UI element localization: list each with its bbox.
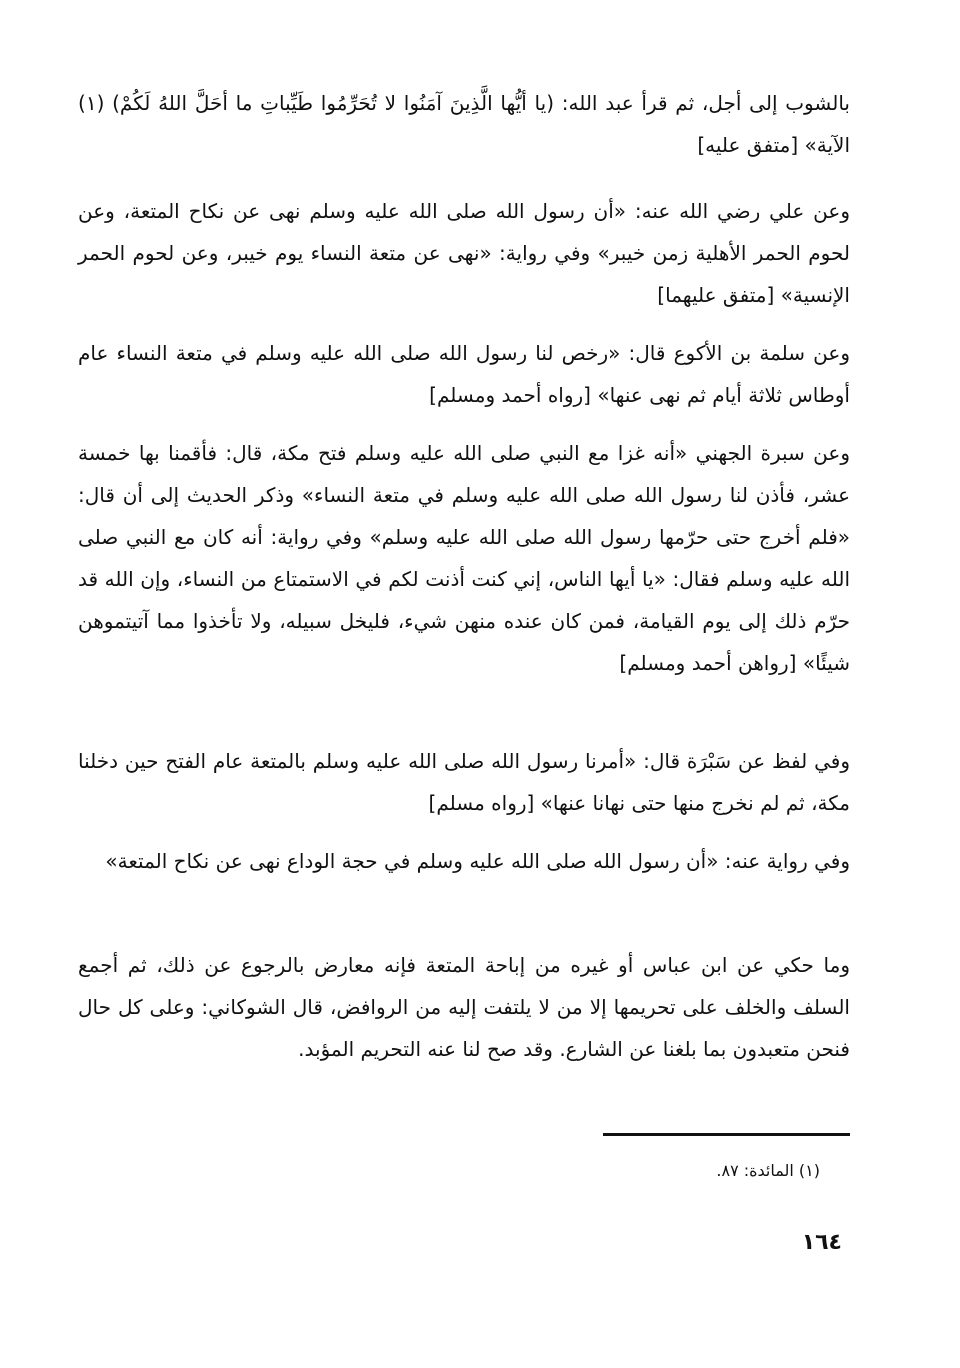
paragraph-conclusion: وما حكي عن ابن عباس أو غيره من إباحة المتعة فإنه معارض بالرجوع عن ذلك، ثم أجمع السلف والخلف على تحريمها إلا من لا يلتفت إليه من الروافض، قال الشوكاني: وعلى كل حال فنحن متعبدون بما بلغنا عن الشارع. وقد صح لنا عنه التحريم المؤبد. xyxy=(78,953,850,1061)
paragraph-sabra-variant: وفي لفظ عن سَبْرَة قال: «أمرنا رسول الله صلى الله عليه وسلم بالمتعة عام الفتح حين دخلنا مكة، ثم لم نخرج منها حتى نهانا عنها» [رواه مسلم] xyxy=(78,749,850,815)
paragraph-farewell-hajj: وفي رواية عنه: «أن رسول الله صلى الله عليه وسلم في حجة الوداع نهى عن نكاح المتعة» xyxy=(105,849,850,873)
paragraph-sabra-hadith: وعن سبرة الجهني «أنه غزا مع النبي صلى الله عليه وسلم فتح مكة، قال: فأقمنا بها خمسة عشر، فأذن لنا رسول الله صلى الله عليه وسلم في متعة النساء» وذكر الحديث إلى أن قال: «فلم أخرج حتى حرّمها رسول الله صلى الله عليه وسلم» وفي رواية: أنه كان مع النبي صلى الله عليه وسلم فقال: «يا أيها الناس، إني كنت أذنت لكم في الاستمتاع من النساء، وإن الله قد حرّم ذلك إلى يوم القيامة، فمن كان عنده منهن شيء، فليخل سبيله، ولا تأخذوا مما آتيتموهن شيئًا» [رواهن أحمد ومسلم] xyxy=(78,441,850,675)
paragraph-salama-hadith: وعن سلمة بن الأكوع قال: «رخص لنا رسول الله صلى الله عليه وسلم في متعة النساء عام أوطاس ثلاثة أيام ثم نهى عنها» [رواه أحمد ومسلم] xyxy=(78,341,850,407)
page-number: ١٦٤ xyxy=(801,1230,842,1255)
footnote-divider xyxy=(603,1133,850,1136)
paragraph-quran-verse: بالشوب إلى أجل، ثم قرأ عبد الله: (يا أيُّها الَّذِينَ آمَنُوا لا تُحَرِّمُوا طَيِّباتِ ما أحَلَّ اللهُ لَكُمْ) (١) الآية» [متفق عليه] xyxy=(78,91,850,157)
footnote: (١) المائدة: ٨٧. xyxy=(716,1161,820,1180)
paragraph-ali-hadith: وعن علي رضي الله عنه: «أن رسول الله صلى الله عليه وسلم نهى عن نكاح المتعة، وعن لحوم الحمر الأهلية زمن خيبر» وفي رواية: «نهى عن متعة النساء يوم خيبر، وعن لحوم الحمر الإنسية» [متفق عليهما] xyxy=(78,199,850,307)
